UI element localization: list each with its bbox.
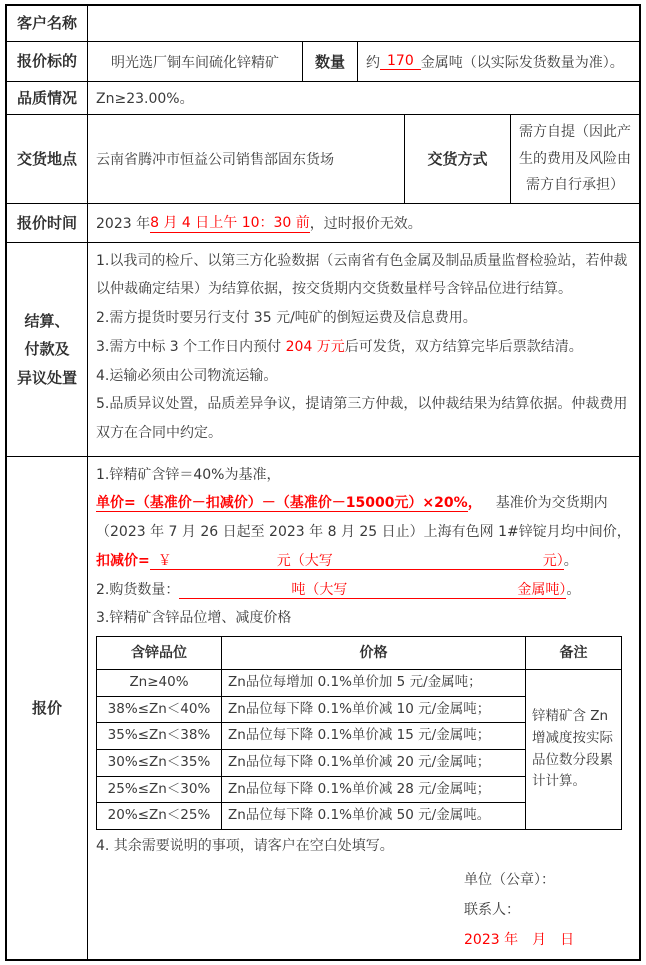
- quantity-label: 数量: [302, 42, 357, 81]
- grade-cell: 38%≤Zn＜40%: [97, 696, 222, 723]
- delivery-place-label: 交货地点: [16, 149, 77, 168]
- deduction-period: 。: [563, 552, 578, 569]
- time-label: 报价时间: [16, 213, 77, 232]
- quote-quantity-line: [96, 576, 631, 605]
- grade-cell: 30%≤Zn＜35%: [97, 750, 222, 777]
- price-cell: Zn品位每下降 0.1%单价减 28 元/金属吨；: [222, 776, 526, 803]
- quantity-fill: [380, 53, 421, 70]
- purchase-qty-fill: [179, 582, 566, 599]
- quote-line-4: 4. 其余需要说明的事项，请客户在空白处填写。: [96, 837, 394, 854]
- customer-label: 客户名称: [16, 14, 77, 33]
- settlement-label-line: 结算、: [24, 311, 70, 330]
- row-delivery: [7, 114, 639, 203]
- settlement-item-3: [96, 333, 631, 362]
- row-quality: [7, 81, 639, 114]
- currency-symbol: ￥: [157, 552, 172, 569]
- settlement-item-3-pre: 3.需方中标 3 个工作日内预付: [96, 338, 286, 355]
- contact-label: 联系人：: [464, 901, 520, 918]
- settlement-label: [7, 243, 87, 456]
- settlement-content: [87, 243, 639, 456]
- delivery-method-value: 需方自提（因此产生的费用及风险由需方自行承担）: [510, 115, 639, 203]
- settlement-item-1: 1.以我司的检斤、以第三方化验数据（云南省有色金属及制品质量监督检验站，若仲裁以仲裁确定结果）为结算依据，按交货期内交货数量样号含锌品位进行结算。: [96, 252, 628, 298]
- quote-content: [87, 457, 639, 959]
- subject-value: 明光选厂铜车间硫化锌精矿: [87, 42, 302, 81]
- grade-price-table: [96, 636, 622, 830]
- settlement-item-2: 2.需方提货时要另行支付 35 元/吨矿的倒短运费及信息费用。: [96, 310, 477, 327]
- deduction-fill: [150, 553, 564, 570]
- purchase-qty-period: 。: [566, 581, 581, 598]
- settlement-item-3-amount: 204 万元: [285, 338, 345, 355]
- quote-line-1: 1.锌精矿含锌＝40%为基准，: [96, 466, 281, 483]
- price-cell: Zn品位每下降 0.1%单价减 15 元/金属吨；: [222, 723, 526, 750]
- price-cell: Zn品位每下降 0.1%单价减 20 元/金属吨；: [222, 750, 526, 777]
- grade-table-header-row: [97, 636, 622, 669]
- quality-value: Zn≥23.00%。: [87, 82, 639, 114]
- purchase-qty-end: 金属吨）: [517, 581, 567, 598]
- settlement-label-line: 异议处置: [16, 368, 77, 387]
- remark-column-header: 备注: [526, 636, 622, 669]
- table-row: [97, 670, 622, 697]
- price-cell: Zn品位每下降 0.1%单价减 50 元/金属吨。: [222, 803, 526, 830]
- settlement-item-5: 5.品质异议处置，品质差异争议，提请第三方仲裁，以仲裁结果为结算依据。仲裁费用双方在合同中约定。: [96, 396, 628, 441]
- time-deadline: 8 月 4 日上午 10：30 前: [150, 212, 310, 233]
- sign-date: 2023 年 月 日: [464, 931, 575, 948]
- quantity-prefix: 约: [366, 54, 380, 71]
- row-time: [7, 203, 639, 242]
- time-suffix: ，过时报价无效。: [309, 215, 422, 232]
- purchase-qty-label: 2.购货数量：: [96, 581, 180, 598]
- quality-label: 品质情况: [16, 88, 77, 107]
- time-value: [87, 204, 639, 242]
- customer-value: [87, 6, 639, 41]
- purchase-qty-mid: 吨（大写: [291, 581, 348, 598]
- deduction-label: 扣减价=: [96, 552, 150, 569]
- remark-cell: 锌精矿含 Zn 增减度按实际品位数分段累计计算。: [526, 670, 622, 830]
- settlement-item-3-post: 后可发货，双方结算完毕后票款结清。: [344, 338, 583, 355]
- quote-label: 报价: [31, 698, 62, 717]
- subject-label: 报价标的: [16, 52, 77, 71]
- price-cell: Zn品位每下降 0.1%单价减 10 元/金属吨；: [222, 696, 526, 723]
- grade-cell: Zn≥40%: [97, 670, 222, 697]
- time-prefix: 2023 年: [96, 215, 151, 232]
- row-quote: [7, 456, 639, 959]
- row-customer: [7, 6, 639, 41]
- price-cell: Zn品位每增加 0.1%单价加 5 元/金属吨；: [222, 670, 526, 697]
- unit-price-formula: 单价=（基准价－扣减价）－（基准价－15000元）×20%: [96, 495, 468, 512]
- quantity-value: [357, 42, 639, 81]
- deduction-mid: 元（大写: [276, 552, 333, 569]
- row-settlement: [7, 242, 639, 456]
- deduction-end: 元）: [542, 552, 564, 569]
- unit-seal-label: 单位（公章）：: [464, 871, 555, 888]
- formula-comma: ，: [467, 495, 482, 512]
- row-subject: [7, 41, 639, 81]
- grade-column-header: 含锌品位: [97, 636, 222, 669]
- quantity-number: 170: [387, 53, 414, 69]
- price-column-header: 价格: [222, 636, 526, 669]
- grade-cell: 20%≤Zn＜25%: [97, 803, 222, 830]
- quotation-form: [5, 4, 641, 961]
- settlement-label-line: 付款及: [24, 340, 70, 359]
- grade-cell: 35%≤Zn＜38%: [97, 723, 222, 750]
- delivery-place-value: 云南省腾冲市恒益公司销售部固东货场: [87, 115, 404, 203]
- delivery-method-label: 交货方式: [404, 115, 510, 203]
- quote-formula-line: [96, 489, 631, 546]
- signature-block: [96, 865, 631, 955]
- quote-line-3: 3.锌精矿含锌品位增、减度价格: [96, 610, 292, 627]
- quantity-suffix: 金属吨（以实际发货数量为准）。: [420, 54, 624, 71]
- base-price-definition: 基准价为交货期内（2023 年 7 月 26 日起至 2023 年 8 月 25 日止）上海有色网 1#锌锭月均中间价，: [96, 495, 631, 541]
- quote-deduction-line: [96, 547, 631, 576]
- settlement-item-4: 4.运输必须由公司物流运输。: [96, 367, 278, 384]
- grade-cell: 25%≤Zn＜30%: [97, 776, 222, 803]
